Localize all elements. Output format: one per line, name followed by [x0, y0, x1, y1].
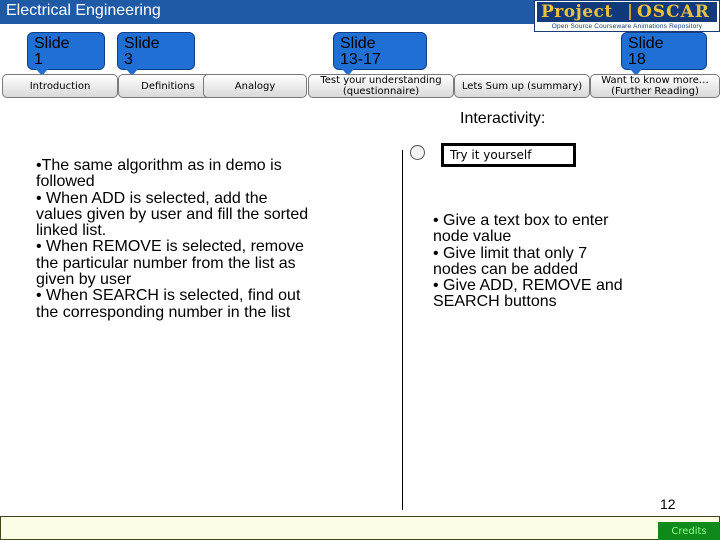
text-line: • Give ADD, REMOVE and	[433, 277, 623, 295]
course-title: Electrical Engineering	[6, 2, 161, 19]
callout-number: 1	[34, 51, 43, 68]
text-line: • Give limit that only 7	[433, 244, 588, 262]
nav-test-understanding[interactable]	[308, 74, 454, 98]
text-line: node value	[433, 228, 512, 246]
text-line: •The same algorithm as in demo is	[36, 157, 282, 174]
credits-button[interactable]	[658, 522, 720, 540]
logo-oscar-text: OSCAR	[637, 2, 710, 22]
nav-analogy[interactable]	[203, 74, 307, 98]
text-line: • When ADD is selected, add the	[36, 189, 268, 207]
text-line: values given by user and fill the sorted	[36, 205, 309, 223]
callout-label: Slide	[34, 35, 70, 52]
nav-sum-up[interactable]	[454, 74, 590, 98]
text-line: • When REMOVE is selected, remove	[36, 238, 304, 256]
vertical-divider	[402, 150, 403, 510]
nav-further-reading[interactable]	[590, 74, 720, 98]
try-it-yourself-button[interactable]	[441, 143, 576, 167]
text-line: SEARCH buttons	[433, 293, 557, 311]
callout-label: Slide	[124, 35, 160, 52]
text-line: followed	[36, 173, 95, 191]
nav-sumup-label: Lets Sum up (summary)	[461, 80, 583, 92]
callout-label: Slide	[628, 35, 664, 52]
callout-label: Slide	[340, 35, 376, 52]
nav-definitions-label: Definitions	[141, 80, 195, 92]
project-oscar-logo	[534, 0, 720, 32]
nav-test-sublabel: (questionnaire)	[342, 86, 420, 97]
logo-separator	[629, 4, 631, 20]
logo-banner	[537, 2, 717, 22]
nav-test-label: Test your understanding	[320, 75, 442, 86]
interactivity-heading: Interactivity:	[460, 110, 546, 127]
interactivity-requirements	[433, 213, 693, 311]
logo-subtitle: Open Source Courseware Animations Repository	[551, 23, 703, 30]
nav-introduction[interactable]	[2, 74, 118, 98]
page-number: 12	[660, 496, 676, 512]
callout-number: 13-17	[340, 51, 381, 68]
logo-project-text: Project	[541, 2, 613, 22]
nav-more-label: Want to know more…	[601, 75, 709, 86]
slide-callout-1	[27, 32, 105, 70]
text-line: the corresponding number in the list	[36, 303, 291, 321]
text-line: nodes can be added	[433, 260, 579, 278]
algorithm-description	[36, 158, 376, 321]
credits-label: Credits	[671, 525, 707, 537]
nav-more-sublabel: (Further Reading)	[611, 86, 699, 97]
text-line: • Give a text box to enter	[433, 212, 609, 229]
radio-button[interactable]	[410, 145, 425, 160]
text-line: • When SEARCH is selected, find out	[36, 287, 301, 305]
slide-callout-18	[621, 32, 707, 70]
text-line: the particular number from the list as	[36, 254, 296, 272]
footer-bar	[0, 516, 720, 540]
text-line: given by user	[36, 271, 132, 289]
callout-number: 18	[628, 51, 646, 68]
callout-number: 3	[124, 51, 133, 68]
nav-introduction-label: Introduction	[29, 80, 91, 92]
slide-callout-13-17	[333, 32, 427, 70]
nav-analogy-label: Analogy	[234, 80, 276, 92]
slide-callout-3	[117, 32, 195, 70]
try-it-yourself-label: Try it yourself	[450, 148, 532, 162]
text-line: linked list.	[36, 222, 107, 240]
